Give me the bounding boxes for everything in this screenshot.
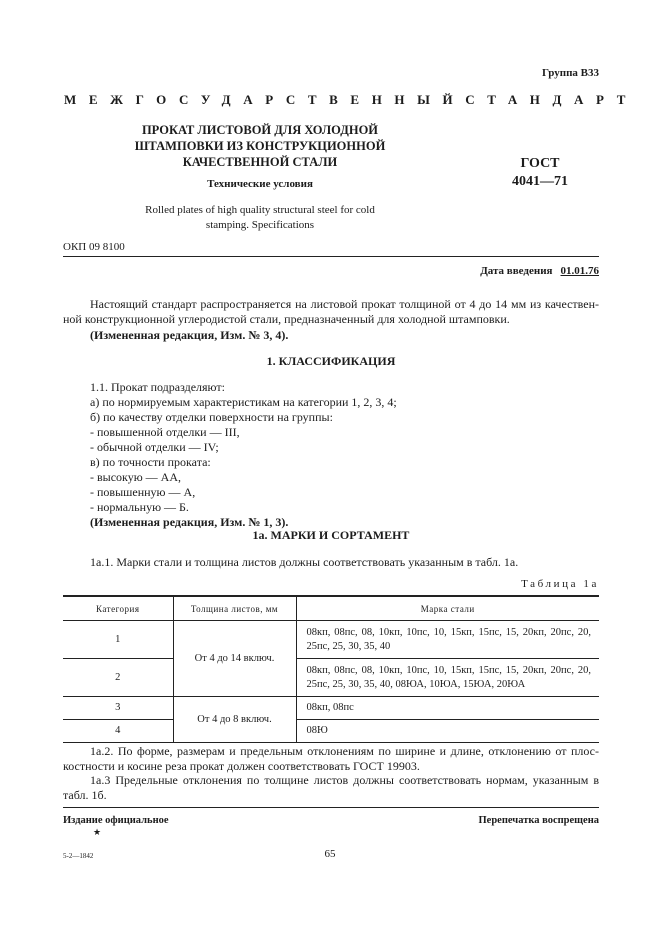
thickness-cell: От 4 до 14 включ. (173, 621, 296, 697)
classification-line: - обычной отделки — IV; (90, 440, 219, 454)
header-category: Категория (63, 596, 173, 621)
gost-label: ГОСТ (520, 156, 560, 171)
classification-line: а) по нормируемым характеристикам на категории 1, 2, 3, 4; (90, 395, 397, 409)
classification-list (90, 380, 599, 530)
section-1a-paragraph-3: 1а.3 Предельные отклонения по толщине листов должны соответствовать нормам, указанным в табл. 1б. (63, 773, 599, 802)
category-cell: 4 (63, 720, 173, 743)
page-number: 65 (324, 848, 336, 860)
group-label: Группа В33 (541, 67, 599, 79)
classification-line: - повышенную — А, (90, 485, 196, 499)
grades-cell: 08кп, 08пс, 08, 10кп, 10пс, 10, 15кп, 15пс, 15, 20кп, 20пс, 20, 25пс, 25, 30, 35, 40, 08ЮА, 10ЮА, 15ЮА, 20ЮА (296, 659, 599, 697)
category-cell: 2 (63, 659, 173, 697)
table-row (63, 697, 599, 720)
section-1a-paragraph-2: 1а.2. По форме, размерам и предельным отклонениям по ширине и длине, отклонению от плос-костности и косине реза прокат должен соответствовать ГОСТ 19903. (63, 744, 599, 773)
section-1a-heading: 1а. МАРКИ И СОРТАМЕНТ (252, 528, 410, 542)
english-title-line: stamping. Specifications (205, 219, 315, 231)
document-title (120, 122, 400, 170)
title-line: КАЧЕСТВЕННОЙ СТАЛИ (182, 155, 338, 169)
grades-table (63, 595, 599, 743)
okp-code: ОКП 09 8100 (63, 241, 125, 253)
footer-divider (63, 807, 599, 808)
official-edition-label: Издание официальное (63, 815, 169, 826)
star-icon: ★ (93, 827, 102, 837)
header-divider (63, 256, 599, 257)
print-code: 5-2—1842 (63, 852, 94, 860)
effective-date-value: 01.01.76 (560, 265, 599, 277)
intro-edit-note: (Измененная редакция, Изм. № 3, 4). (90, 328, 289, 342)
intro-paragraph: Настоящий стандарт распространяется на листовой прокат толщиной от 4 до 14 мм из качествен-ной конструкционной углеродистой стали, предназначенный для холодной штамповки. (63, 297, 599, 326)
table-label: Таблица 1а (521, 578, 599, 590)
header-grades: Марка стали (296, 596, 599, 621)
banner-word-interstate: МЕЖГОСУДАРСТВЕННЫЙ (64, 92, 466, 107)
table-row (63, 621, 599, 659)
grades-cell: 08Ю (296, 720, 599, 743)
classification-edit-note: (Измененная редакция, Изм. № 1, 3). (90, 515, 289, 529)
thickness-cell: От 4 до 8 включ. (173, 697, 296, 743)
grades-cell: 08кп, 08пс, 08, 10кп, 10пс, 10, 15кп, 15пс, 15, 20кп, 20пс, 20, 25пс, 25, 30, 35, 40 (296, 621, 599, 659)
classification-line: - нормальную — Б. (90, 500, 189, 514)
table-row (63, 720, 599, 743)
classification-line: б) по качеству отделки поверхности на группы: (90, 410, 333, 424)
table-row (63, 659, 599, 697)
english-title-line: Rolled plates of high quality structural steel for cold (145, 204, 375, 216)
category-cell: 3 (63, 697, 173, 720)
effective-date-label: Дата введения (480, 265, 553, 277)
effective-date (480, 265, 599, 277)
english-title (110, 203, 410, 233)
standard-banner (64, 92, 639, 108)
header-thickness: Толщина листов, мм (173, 596, 296, 621)
category-cell: 1 (63, 621, 173, 659)
gost-number: 4041—71 (512, 174, 568, 189)
section-1a-paragraph-1: 1а.1. Марки стали и толщина листов должны соответствовать указанным в табл. 1а. (90, 555, 519, 569)
reprint-prohibited-label: Перепечатка воспрещена (478, 815, 599, 826)
banner-word-standard: СТАНДАРТ (465, 92, 639, 107)
classification-line: в) по точности проката: (90, 455, 211, 469)
section-1-heading: 1. КЛАССИФИКАЦИЯ (266, 354, 396, 368)
table-header-row (63, 596, 599, 621)
classification-line: - повышенной отделки — III, (90, 425, 240, 439)
title-line: ПРОКАТ ЛИСТОВОЙ ДЛЯ ХОЛОДНОЙ (141, 123, 379, 137)
classification-line: - высокую — АА, (90, 470, 182, 484)
grades-cell: 08кп, 08пс (296, 697, 599, 720)
classification-line: 1.1. Прокат подразделяют: (90, 380, 225, 394)
gost-designation (480, 155, 600, 191)
document-subtitle: Технические условия (207, 178, 313, 190)
title-line: ШТАМПОВКИ ИЗ КОНСТРУКЦИОННОЙ (134, 139, 386, 153)
